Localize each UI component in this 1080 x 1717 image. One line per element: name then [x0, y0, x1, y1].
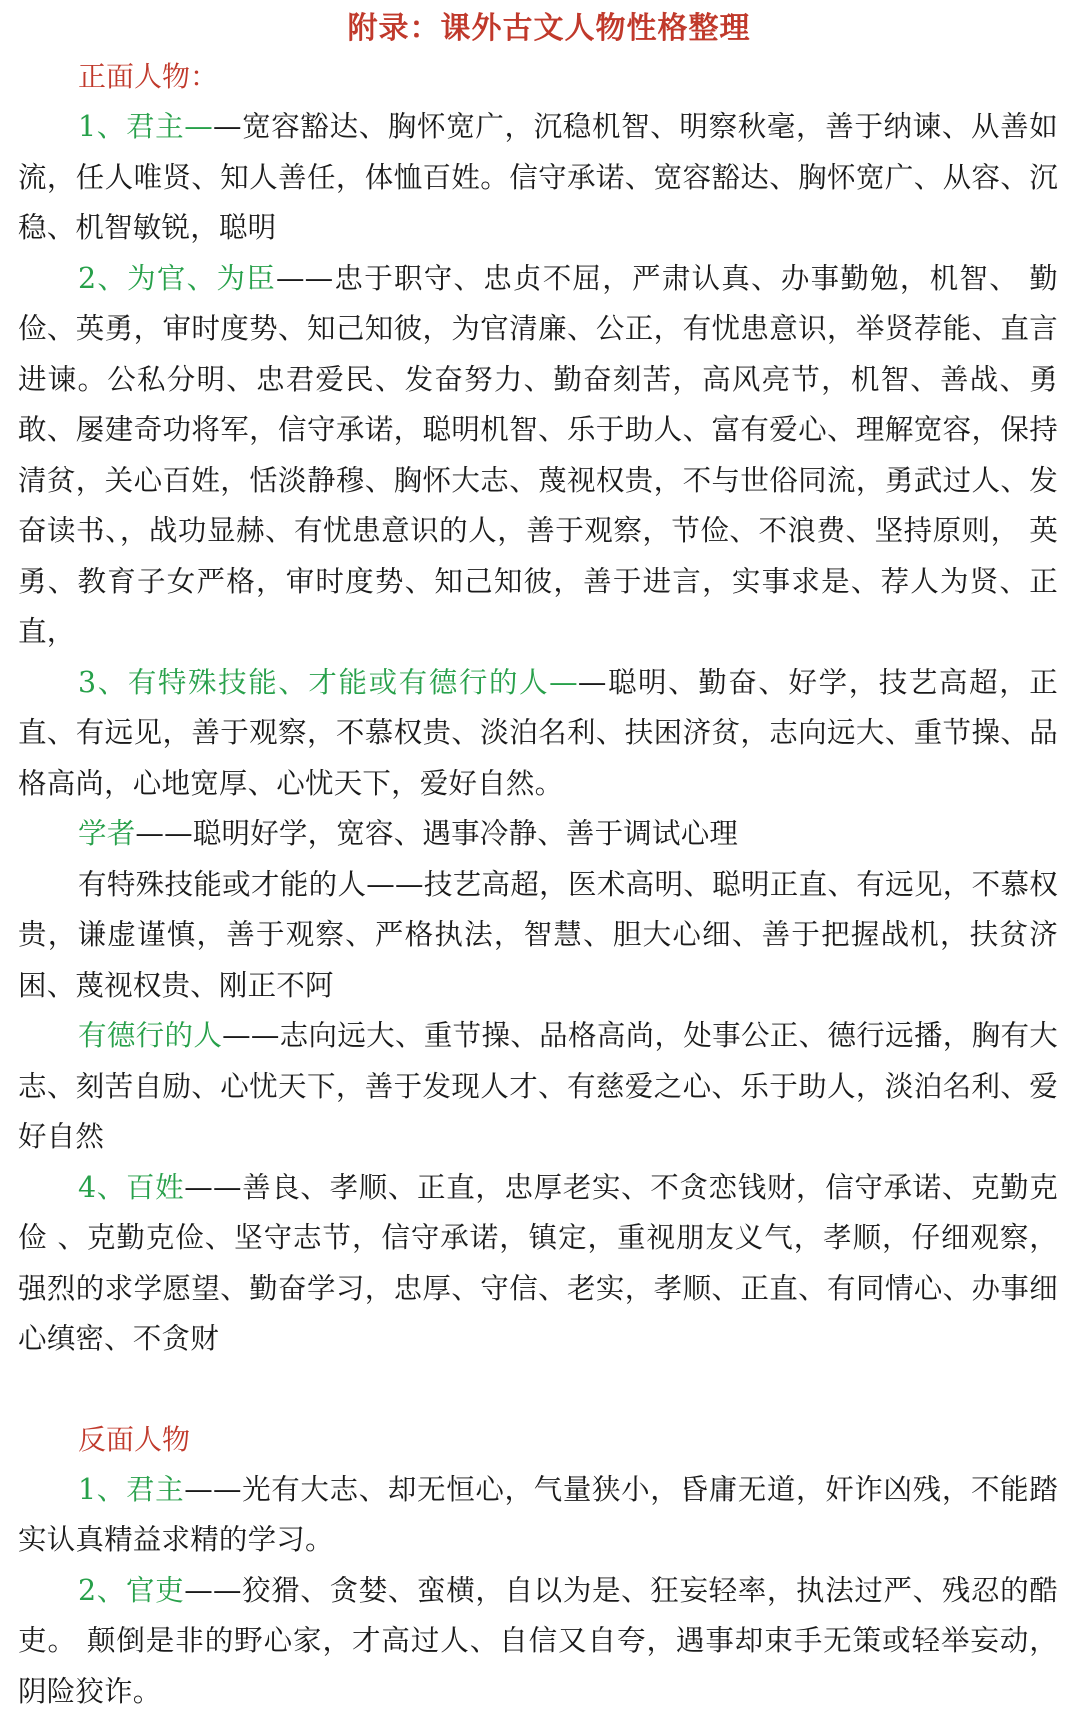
paragraph-negative-ruler: [18, 1465, 1058, 1566]
paragraph-text: ——聪明好学，宽容、遇事冷静、善于调试心理: [135, 817, 738, 850]
category-label-officials: 2、为官、为臣: [78, 262, 276, 295]
category-label-common-people: 4、百姓: [78, 1171, 184, 1204]
paragraph-text: ——狡猾、贪婪、蛮横，自以为是、狂妄轻率，执法过严、残忍的酷吏。 颠倒是非的野心家，才高过人、自信又自夸，遇事却束手无策或轻举妄动， 阴险狡诈。: [18, 1574, 1058, 1708]
paragraph-text: ——光有大志、却无恒心，气量狭小，昏庸无道，奸诈凶残，不能踏实认真精益求精的学习。: [18, 1473, 1058, 1557]
paragraph-skilled-people: [18, 860, 1058, 1012]
paragraph-text: —聪明、勤奋、好学，技艺高超，正直、有远见，善于观察，不慕权贵、淡泊名利、扶困济贫，志向远大、重节操、品格高尚，心地宽厚、心忧天下，爱好自然。: [18, 666, 1058, 800]
paragraph-text: —宽容豁达、胸怀宽广，沉稳机智、明察秋毫，善于纳谏、从善如流，任人唯贤、知人善任，体恤百姓。信守承诺、宽容豁达、胸怀宽广、从容、沉稳、机智敏锐，聪明: [18, 110, 1058, 244]
paragraph-text: ——善良、孝顺、正直，忠厚老实、不贪恋钱财，信守承诺、克勤克俭 、克勤克俭、坚守志节，信守承诺，镇定，重视朋友义气，孝顺，仔细观察，强烈的求学愿望、勤奋学习，忠厚、守信、老实，孝顺、正直、有同情心、办事细心缜密、不贪财: [18, 1171, 1058, 1356]
section-heading-positive: 正面人物：: [18, 52, 1080, 102]
positive-characters-section: [18, 52, 1080, 1365]
category-label-talented-people: 3、有特殊技能、才能或有德行的人—: [78, 666, 578, 699]
negative-characters-section: [18, 1415, 1080, 1717]
paragraph-common-people: [18, 1163, 1058, 1365]
paragraph-scholars: [18, 809, 1058, 860]
paragraph-ruler: [18, 102, 1058, 254]
category-label-scholars: 学者: [78, 817, 135, 850]
section-heading-negative: 反面人物: [18, 1415, 1080, 1465]
paragraph-negative-officials: [18, 1566, 1058, 1717]
document-title: 附录：课外古文人物性格整理: [18, 0, 1080, 52]
section-spacer: [18, 1365, 1080, 1415]
paragraph-text: ——志向远大、重节操、品格高尚，处事公正、德行远播，胸有大志、刻苦自励、心忧天下，善于发现人才、有慈爱之心、乐于助人，淡泊名利、爱好自然: [18, 1019, 1058, 1153]
category-label-negative-ruler: 1、君主: [78, 1473, 184, 1506]
paragraph-text: 有特殊技能或才能的人——技艺高超，医术高明、聪明正直、有远见，不慕权贵，谦虚谨慎，善于观察、严格执法，智慧、胆大心细、善于把握战机，扶贫济困、蔑视权贵、刚正不阿: [18, 868, 1058, 1002]
paragraph-text: ——忠于职守、忠贞不屈，严肃认真、办事勤勉，机智、 勤俭、英勇，审时度势、知己知彼，为官清廉、公正，有忧患意识，举贤荐能、直言进谏。公私分明、忠君爱民、发奋努力、勤奋刻苦，高风亮节，机智、善战、勇敢、屡建奇功将军，信守承诺，聪明机智、乐于助人、富有爱心、理解宽容，保持清贫，关心百姓，恬淡静穆、胸怀大志、蔑视权贵，不与世俗同流，勇武过人、发奋读书、，战功显赫、有忧患意识的人，善于观察，节俭、不浪费、坚持原则， 英勇、教育子女严格，审时度势、知己知彼，善于进言，实事求是、荐人为贤、正直，: [18, 262, 1058, 649]
paragraph-talented-people: [18, 658, 1058, 810]
paragraph-officials: [18, 254, 1058, 658]
paragraph-virtuous-people: [18, 1011, 1058, 1163]
category-label-ruler: 1、君主—: [78, 110, 213, 143]
category-label-virtuous-people: 有德行的人: [78, 1019, 222, 1052]
category-label-negative-officials: 2、官吏: [78, 1574, 184, 1607]
